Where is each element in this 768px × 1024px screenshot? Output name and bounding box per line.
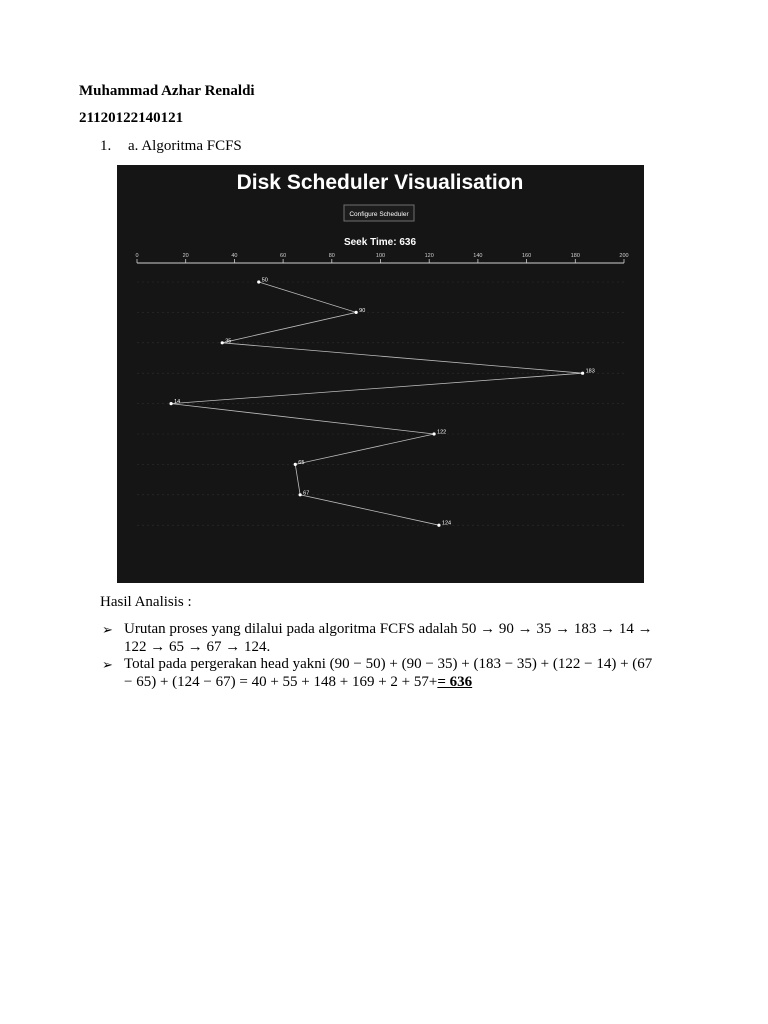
arrow-bullet-icon: ➢ <box>102 622 113 637</box>
x-tick-label: 60 <box>280 253 287 259</box>
analysis-item-order <box>100 621 660 656</box>
request-point <box>221 341 224 344</box>
item-number: 1. <box>100 138 112 154</box>
analysis-item-text: Urutan proses yang dilalui pada algoritma FCFS adalah 50 → 90 → 35 → 183 → 14 → 122 → 65 → 67 → 124. <box>124 621 653 655</box>
request-point-label: 50 <box>261 277 268 284</box>
x-tick-label: 20 <box>182 253 189 259</box>
request-point <box>169 402 172 405</box>
arrow-bullet-icon: ➢ <box>102 657 113 672</box>
request-point <box>437 524 440 527</box>
x-tick-label: 0 <box>135 253 139 259</box>
request-point <box>299 493 302 496</box>
author-name: Muhammad Azhar Renaldi <box>79 83 255 99</box>
analysis-list <box>100 621 660 691</box>
disk-scheduler-screenshot <box>117 165 644 583</box>
request-point-label: 67 <box>303 490 310 497</box>
request-point-label: 14 <box>174 399 181 406</box>
request-point <box>355 311 358 314</box>
x-tick-label: 140 <box>473 253 483 259</box>
x-tick-label: 120 <box>424 253 434 259</box>
x-tick-label: 200 <box>619 253 629 259</box>
request-point-label: 122 <box>437 429 447 436</box>
disk-scheduler-chart <box>117 165 644 583</box>
seek-total-result: = 636 <box>437 673 473 690</box>
student-id: 21120122140121 <box>79 110 184 126</box>
x-tick-label: 100 <box>375 253 386 259</box>
visualisation-title: Disk Scheduler Visualisation <box>236 171 524 194</box>
configure-scheduler-label: Configure Scheduler <box>349 211 409 218</box>
request-point-label: 65 <box>298 459 305 466</box>
x-tick-label: 40 <box>231 253 238 259</box>
item-title: a. Algoritma FCFS <box>128 138 242 154</box>
request-point-label: 183 <box>585 368 595 375</box>
plot-layer <box>135 253 628 527</box>
analysis-heading: Hasil Analisis : <box>100 594 192 610</box>
x-tick-label: 80 <box>328 253 335 259</box>
seek-time-label: Seek Time: 636 <box>343 237 417 248</box>
request-point <box>581 372 584 375</box>
analysis-item-text: Total pada pergerakan head yakni (90 − 50) + (90 − 35) + (183 − 35) + (122 − 14) + (67 − 65) + (124 − 67) = 40 + 55 + 148 + 169 + 2 + 57+ <box>124 656 653 690</box>
request-point-label: 35 <box>225 338 232 345</box>
request-point-label: 124 <box>441 520 452 527</box>
request-point <box>257 280 260 283</box>
x-tick-label: 180 <box>570 253 580 259</box>
analysis-item-total <box>100 656 660 691</box>
request-point <box>432 432 435 435</box>
request-point-label: 90 <box>359 307 366 314</box>
section-heading <box>100 138 242 155</box>
x-tick-label: 160 <box>522 253 532 259</box>
request-point <box>294 463 297 466</box>
